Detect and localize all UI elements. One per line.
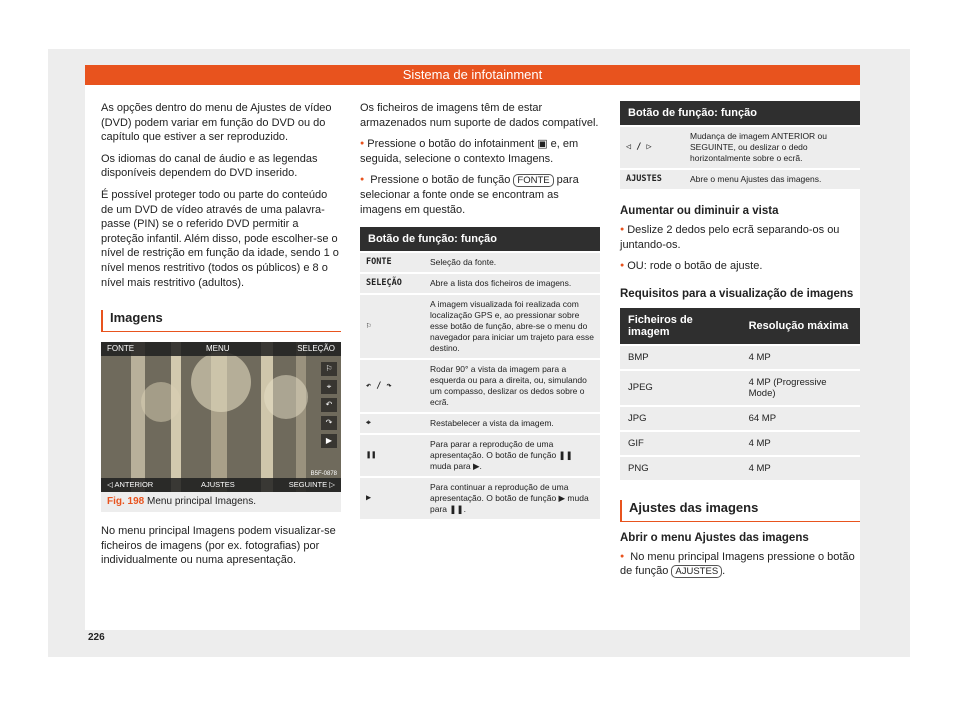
function-desc-cell: Abre a lista dos ficheiros de imagens. — [424, 274, 600, 293]
column-3 — [620, 101, 860, 586]
screen-top-bar — [101, 342, 341, 356]
resolution-cell: 64 MP — [741, 407, 860, 430]
rotate-left-icon[interactable]: ↶ — [321, 398, 337, 412]
screenshot-image — [101, 342, 341, 492]
open-menu-heading: Abrir o menu Ajustes das imagens — [620, 531, 809, 544]
table-row — [620, 371, 860, 405]
format-cell: BMP — [620, 346, 741, 369]
resolution-cell: 4 MP — [741, 432, 860, 455]
function-key-cell: ⚐ — [360, 295, 424, 358]
selecao-button[interactable]: SELEÇÃO — [297, 344, 335, 354]
requirements-heading: Requisitos para a visualização de imagens — [620, 287, 854, 300]
menu-button[interactable]: MENU — [206, 344, 230, 354]
zoom-heading: Aumentar ou diminuir a vista — [620, 205, 779, 217]
function-desc-cell: Restabelecer a vista da imagem. — [424, 414, 600, 433]
figure-caption-text: Menu principal Imagens. — [147, 496, 256, 508]
table-row — [620, 432, 860, 455]
column-1 — [101, 101, 341, 575]
column-header: Resolução máxima — [741, 308, 860, 344]
paragraph: É possível proteger todo ou parte do conteúdo de um DVD de vídeo através de uma palavra-passe (PIN) se o referido DVD permitir a proteção infantil. Além disso, pode escolher-se o nível de restrição em função da idade, sendo 1 o nível menos restritivo (todos os públicos) e 8 o nível mais restritivo (adultos). — [101, 188, 339, 289]
rotate-right-icon[interactable]: ↷ — [321, 416, 337, 430]
column-2 — [360, 101, 600, 521]
table-row — [620, 407, 860, 430]
table-row — [620, 457, 860, 480]
paragraph: Os idiomas do canal de áudio e as legendas disponíveis dependem do DVD inserido. — [101, 152, 318, 180]
format-cell: PNG — [620, 457, 741, 480]
function-key-cell: ◁ / ▷ — [620, 127, 684, 168]
table-row — [360, 253, 600, 272]
table-row — [620, 170, 860, 189]
play-icon[interactable]: ▶ — [321, 434, 337, 448]
function-desc-cell: Seleção da fonte. — [424, 253, 600, 272]
table-row — [360, 360, 600, 412]
function-desc-cell: Para parar a reprodução de uma apresentação. O botão de função ❚❚ muda para ▶. — [424, 435, 600, 476]
reset-view-icon[interactable]: ⌖ — [321, 380, 337, 394]
bullet-item: ● Pressione o botão do infotainment ▣ e, em seguida, selecione o contexto Imagens. — [360, 137, 600, 166]
function-desc-cell: Mudança de imagem ANTERIOR ou SEGUINTE, ou deslizar o dedo horizontalmente sobre o ecrã. — [684, 127, 860, 168]
requirements-table — [620, 306, 860, 482]
table-row — [620, 346, 860, 369]
function-desc-cell: Para continuar a reprodução de uma apresentação. O botão de função ▶ muda para ❚❚. — [424, 478, 600, 519]
table-row — [360, 414, 600, 433]
figure-caption — [107, 496, 256, 507]
page-header: Sistema de infotainment — [85, 65, 860, 85]
ajustes-key: AJUSTES — [671, 565, 722, 578]
table-row — [360, 435, 600, 476]
column-header: Ficheiros de imagem — [620, 308, 741, 344]
bullet-text: . — [722, 565, 726, 578]
format-cell: JPG — [620, 407, 741, 430]
fonte-key: FONTE — [513, 174, 553, 187]
table-row — [620, 127, 860, 168]
seguinte-button[interactable]: SEGUINTE ▷ — [288, 480, 335, 490]
function-desc-cell: Abre o menu Ajustes das imagens. — [684, 170, 860, 189]
paragraph: No menu principal Imagens podem visualizar-se ficheiros de imagens (por ex. fotografias) por individualmente ou numa apresentação. — [101, 525, 336, 567]
function-table — [360, 251, 600, 521]
gps-flag-icon[interactable]: ⚐ — [321, 362, 337, 376]
fonte-button[interactable]: FONTE — [107, 344, 135, 354]
screen-side-buttons — [321, 362, 337, 452]
figure-code: B5F-0878 — [310, 471, 337, 478]
table-row — [360, 295, 600, 358]
table-row — [360, 274, 600, 293]
page-number: 226 — [88, 632, 105, 643]
function-key-cell: ↶ / ↷ — [360, 360, 424, 412]
function-key-cell: ❚❚ — [360, 435, 424, 476]
bullet-text: No menu principal Imagens pressione o botão de função — [620, 550, 855, 578]
resolution-cell: 4 MP (Progressive Mode) — [741, 371, 860, 405]
function-key-cell: SELEÇÃO — [360, 274, 424, 293]
cathedral-photo — [101, 342, 341, 492]
section-heading-ajustes: Ajustes das imagens — [620, 500, 860, 522]
function-key-cell: ⌖ — [360, 414, 424, 433]
table-row — [360, 478, 600, 519]
function-key-cell: AJUSTES — [620, 170, 684, 189]
function-table-title: Botão de função: função — [620, 101, 860, 125]
resolution-cell: 4 MP — [741, 457, 860, 480]
bullet-item — [620, 550, 860, 579]
section-heading-imagens: Imagens — [101, 310, 341, 332]
paragraph: As opções dentro do menu de Ajustes de vídeo (DVD) podem variar em função do DVD ou do capítulo que estiver a ser reproduzido. — [101, 102, 332, 144]
format-cell: JPEG — [620, 371, 741, 405]
function-table — [620, 125, 860, 191]
format-cell: GIF — [620, 432, 741, 455]
bullet-item — [360, 173, 600, 217]
function-desc-cell: Rodar 90° a vista da imagem para a esquerda ou para a direita, ou, simulando um compasso, deslizar os dedos sobre o ecrã. — [424, 360, 600, 412]
bullet-text: Pressione o botão de função — [370, 174, 511, 187]
bullet-text: para selecionar a fonte onde se encontram as imagens em questão. — [360, 174, 579, 216]
anterior-button[interactable]: ◁ ANTERIOR — [107, 480, 154, 490]
bullet-item: ● Deslize 2 dedos pelo ecrã separando-os ou juntando-os. — [620, 223, 860, 252]
function-key-cell: FONTE — [360, 253, 424, 272]
ajustes-button[interactable]: AJUSTES — [201, 480, 235, 490]
resolution-cell: 4 MP — [741, 346, 860, 369]
screen-bottom-bar — [101, 478, 341, 492]
function-table-title: Botão de função: função — [360, 227, 600, 251]
figure-number: Fig. 198 — [107, 496, 145, 508]
paragraph: Os ficheiros de imagens têm de estar armazenados num suporte de dados compatível. — [360, 102, 599, 129]
function-desc-cell: A imagem visualizada foi realizada com localização GPS e, ao pressionar sobre esse botão de função, abre-se o menu do navegador para iniciar um trajeto para esse destino. — [424, 295, 600, 358]
figure — [101, 342, 341, 512]
function-key-cell: ▶ — [360, 478, 424, 519]
bullet-item: ● OU: rode o botão de ajuste. — [620, 259, 860, 274]
